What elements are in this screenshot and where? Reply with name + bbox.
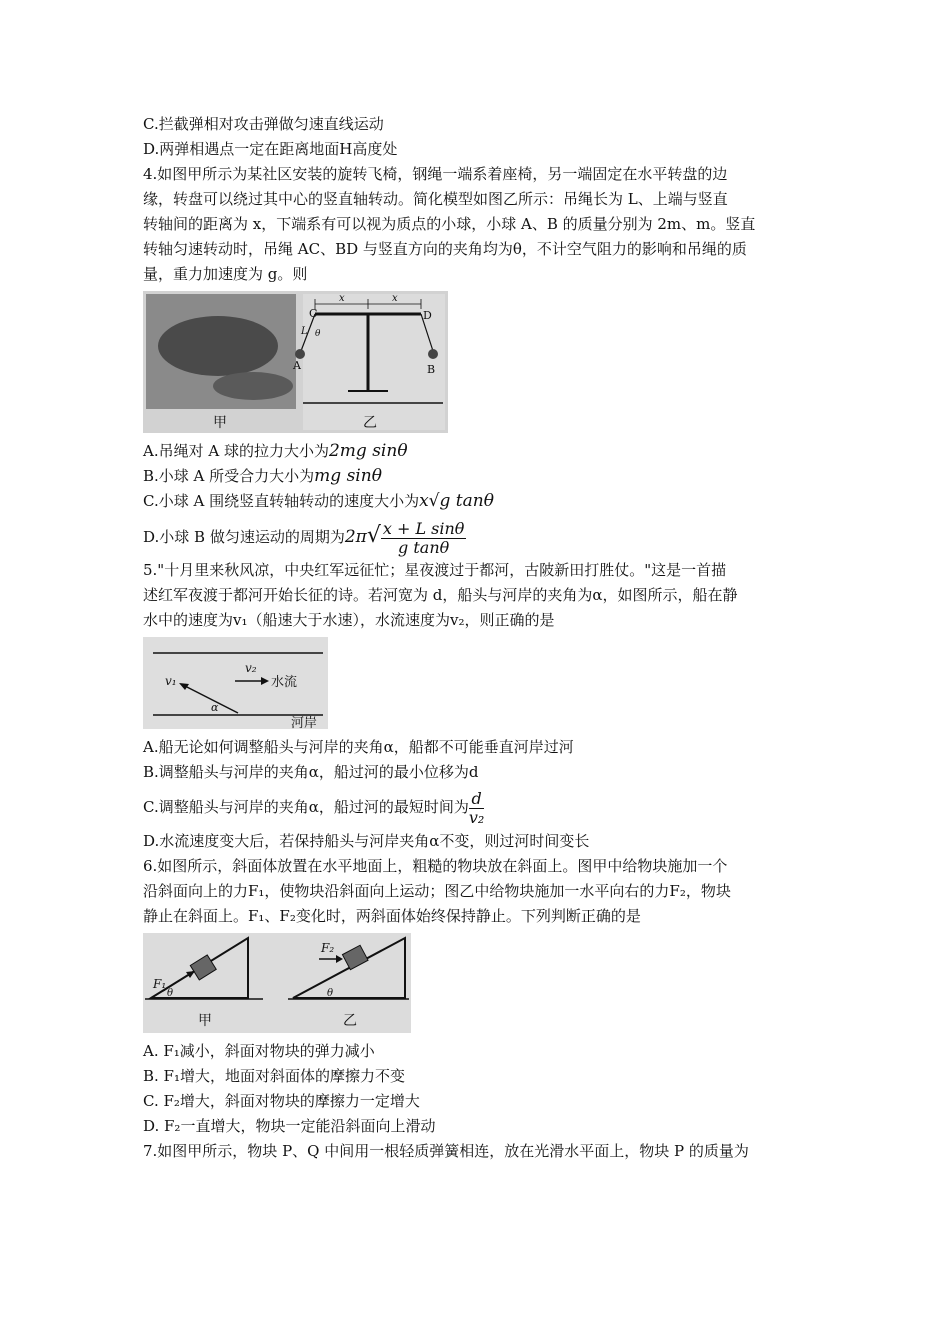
q6-label-f1: F₁ (153, 977, 167, 991)
q4-label-x2: x (392, 293, 398, 304)
q5-stem-line: 5."十月里来秋风凉，中央红军远征忙；星夜渡过于都河，古陂新田打胜仗。"这是一首描 (143, 561, 727, 579)
q5-label-v2: v₂ (245, 661, 257, 675)
q5-option-c-text: C.调整船头与河岸的夹角α，船过河的最短时间为 (143, 798, 469, 816)
q6-label-jia: 甲 (198, 1013, 212, 1029)
q3-option-c: C.拦截弹相对攻击弹做匀速直线运动 (143, 115, 384, 133)
q4-option-c-text: C.小球 A 围绕竖直转轴转动的速度大小为 (143, 492, 420, 510)
exam-page (143, 112, 813, 1164)
q5-option-c (143, 785, 813, 829)
q4-stem-line: 转轴间的距离为 x，下端系有可以视为质点的小球，小球 A、B 的质量分别为 2m、m。竖直 (143, 215, 756, 233)
q4-label-yi: 乙 (363, 415, 377, 431)
q6-option-a: A. F₁减小，斜面对物块的弹力减小 (143, 1042, 375, 1060)
q6-stem-line: 静止在斜面上。F₁、F₂变化时，两斜面体始终保持静止。下列判断正确的是 (143, 907, 641, 925)
q5-stem-line: 述红军夜渡于都河开始长征的诗。若河宽为 d，船头与河岸的夹角为α，如图所示，船在静 (143, 586, 738, 604)
q5-option-b: B.调整船头与河岸的夹角α，船过河的最小位移为d (143, 763, 479, 781)
q6-option-d: D. F₂一直增大，物块一定能沿斜面向上滑动 (143, 1117, 436, 1135)
q6-label-f2: F₂ (321, 941, 335, 955)
q4-label-d: D (423, 309, 432, 322)
q5-option-c-numerator: d (469, 790, 484, 809)
q4-option-c (143, 489, 813, 514)
q4-label-theta: θ (315, 329, 321, 339)
q6-label-yi: 乙 (343, 1013, 357, 1029)
q5-option-d: D.水流速度变大后，若保持船头与河岸夹角α不变，则过河时间变长 (143, 832, 590, 850)
q6-figure (143, 933, 411, 1033)
q5-label-bank: 河岸 (291, 716, 318, 729)
q4-label-a: A (293, 359, 301, 372)
q3-option-d: D.两弹相遇点一定在距离地面H高度处 (143, 140, 398, 158)
q4-option-d-numerator: x + L sinθ (382, 518, 465, 538)
q4-option-a-math: 2mg sinθ (328, 441, 408, 461)
q4-option-d-prefix: 2π (344, 527, 367, 547)
q4-option-d-fraction (381, 520, 467, 557)
q5-option-c-fraction (469, 790, 484, 827)
q4-stem-line: 缘，转盘可以绕过其中心的竖直轴转动。简化模型如图乙所示：吊绳长为 L、上端与竖直 (143, 190, 728, 208)
q4-label-b: B (427, 363, 436, 376)
q4-label-c: C (309, 307, 318, 320)
q4-label-jia: 甲 (213, 415, 227, 431)
q6-stem-line: 沿斜面向上的力F₁，使物块沿斜面向上运动；图乙中给物块施加一水平向右的力F₂，物块 (143, 882, 731, 900)
q4-option-b (143, 464, 813, 489)
q6-option-b: B. F₁增大，地面对斜面体的摩擦力不变 (143, 1067, 405, 1085)
q4-option-d-text: D.小球 B 做匀速运动的周期为 (143, 528, 345, 546)
q4-label-x1: x (339, 293, 345, 304)
q4-option-d: D.小球 B 做匀速运动的周期为2π√ $\frac{\text{x + L sinθ}}{\text{g tanθ}}$ (143, 518, 465, 557)
q4-label-l: L (301, 326, 308, 337)
q4-option-c-math: x√g tanθ (419, 491, 494, 511)
q7-stem-line: 7.如图甲所示，物块 P、Q 中间用一根轻质弹簧相连，放在光滑水平面上，物块 P 的质量为 (143, 1142, 749, 1160)
q5-label-flow: 水流 (271, 675, 298, 690)
q4-option-a-text: A.吊绳对 A 球的拉力大小为 (143, 442, 329, 460)
q4-option-d-denominator: g tanθ (398, 537, 450, 557)
q4-stem-line: 4.如图甲所示为某社区安装的旋转飞椅，钢绳一端系着座椅，另一端固定在水平转盘的边 (143, 165, 728, 183)
q4-stem-line: 量，重力加速度为 g。则 (143, 265, 308, 283)
q4-option-b-math: mg sinθ (314, 466, 382, 486)
q4-stem-line: 转轴匀速转动时，吊绳 AC、BD 与竖直方向的夹角均为θ，不计空气阻力的影响和吊绳的质 (143, 240, 747, 258)
q6-label-theta2: θ (327, 988, 334, 999)
q5-option-a: A.船无论如何调整船头与河岸的夹角α，船都不可能垂直河岸过河 (143, 738, 574, 756)
q6-label-theta1: θ (167, 988, 174, 999)
q5-figure (143, 637, 328, 729)
q5-stem-line: 水中的速度为v₁（船速大于水速），水流速度为v₂，则正确的是 (143, 611, 555, 629)
q4-option-b-text: B.小球 A 所受合力大小为 (143, 467, 315, 485)
q4-option-a (143, 439, 813, 464)
q4-figure (143, 291, 448, 433)
q5-option-c-denominator: v₂ (468, 807, 485, 827)
q5-label-v1: v₁ (165, 674, 177, 688)
q5-label-alpha: α (211, 701, 219, 714)
q6-option-c: C. F₂增大，斜面对物块的摩擦力一定增大 (143, 1092, 420, 1110)
q6-stem-line: 6.如图所示，斜面体放置在水平地面上，粗糙的物块放在斜面上。图甲中给物块施加一个 (143, 857, 728, 875)
